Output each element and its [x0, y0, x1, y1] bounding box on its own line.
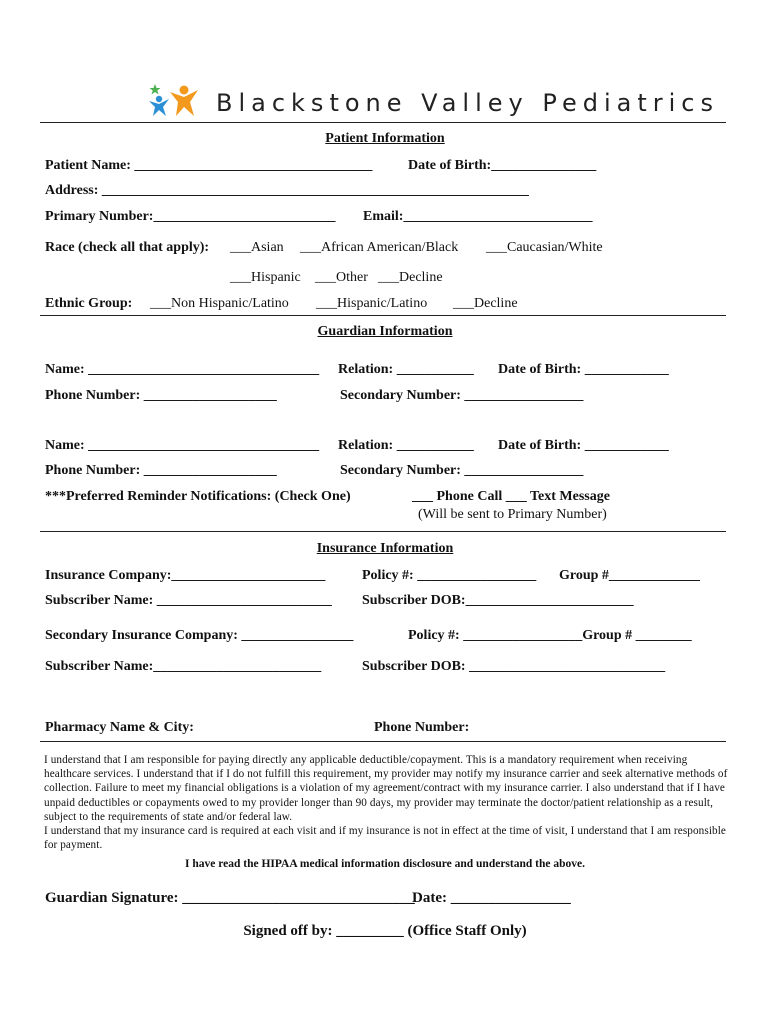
- green-star-icon: [150, 84, 161, 95]
- patient-email-field[interactable]: Email:___________________________: [363, 209, 593, 224]
- pharmacy-divider: [40, 741, 726, 742]
- pharmacy-name-label[interactable]: Pharmacy Name & City:: [45, 720, 194, 735]
- race-option-hispanic[interactable]: ___Hispanic: [230, 270, 301, 285]
- guardian1-dob-field[interactable]: Date of Birth: ____________: [498, 362, 669, 377]
- guardian2-phone-field[interactable]: Phone Number: ___________________: [45, 463, 277, 478]
- guardian1-phone-field[interactable]: Phone Number: ___________________: [45, 388, 277, 403]
- guardian-divider: [40, 531, 726, 532]
- guardian-signature-field[interactable]: Guardian Signature: _______________________________: [45, 890, 415, 906]
- subscriber-dob-field[interactable]: Subscriber DOB:________________________: [362, 593, 634, 608]
- hipaa-statement: I have read the HIPAA medical information disclosure and understand the above.: [185, 858, 585, 870]
- race-option-caucasian[interactable]: ___Caucasian/White: [486, 240, 603, 255]
- patient-name-field[interactable]: Patient Name: __________________________________: [45, 158, 373, 173]
- guardian1-relation-field[interactable]: Relation: ___________: [338, 362, 474, 377]
- signed-off-by-field[interactable]: Signed off by: _________ (Office Staff Only): [243, 923, 527, 939]
- insurance-section-title: Insurance Information: [316, 541, 454, 556]
- reminder-options[interactable]: ___ Phone Call ___ Text Message: [412, 489, 610, 504]
- pharmacy-phone-label[interactable]: Phone Number:: [374, 720, 470, 735]
- guardian2-relation-field[interactable]: Relation: ___________: [338, 438, 474, 453]
- race-label: Race (check all that apply):: [45, 240, 210, 255]
- patient-divider: [40, 315, 726, 316]
- ethnic-option-hispanic[interactable]: ___Hispanic/Latino: [316, 296, 428, 311]
- guardian2-dob-field[interactable]: Date of Birth: ____________: [498, 438, 669, 453]
- race-option-asian[interactable]: ___Asian: [230, 240, 284, 255]
- insurance-company-field[interactable]: Insurance Company:______________________: [45, 568, 326, 583]
- patient-section-title: Patient Information: [325, 131, 445, 146]
- logo-text: Blackstone Valley Pediatrics: [216, 89, 719, 117]
- patient-dob-field[interactable]: Date of Birth:_______________: [408, 158, 597, 173]
- reminder-label: ***Preferred Reminder Notifications: (Check One): [45, 489, 351, 504]
- blue-figure-head: [156, 96, 162, 102]
- patient-address-field[interactable]: Address: _____________________________________________________________: [45, 183, 529, 198]
- logo-figures-icon: [146, 82, 216, 118]
- logo: [146, 82, 216, 118]
- ethnic-option-decline[interactable]: ___Decline: [453, 296, 518, 311]
- patient-primary-number-field[interactable]: Primary Number:__________________________: [45, 209, 336, 224]
- header-divider: [40, 122, 726, 123]
- financial-responsibility-text: I understand that I am responsible for paying directly any applicable deductible/copayment. This is a mandatory requirement when receiving healthcare services. I understand that if I do not fulfill this requirement, my provider may notify my insurance carrier and seek alternative methods of collection. Failure to meet my financial obligations is a violation of my agreement/contract with my insurance carrier. I also understand that if I have unpaid deductibles or copayments owed to my provider longer than 90 days, my provider may terminate the doctor/patient relationship as a result, subject to the requirements of state and/or federal law.: [44, 754, 728, 823]
- subscriber-name-field[interactable]: Subscriber Name: _________________________: [45, 593, 332, 608]
- secondary-subscriber-name-field[interactable]: Subscriber Name:________________________: [45, 659, 322, 674]
- orange-figure-head: [180, 86, 189, 95]
- financial-responsibility-paragraph: [44, 753, 728, 852]
- race-option-african-american[interactable]: ___African American/Black: [300, 240, 459, 255]
- ethnic-group-label: Ethnic Group:: [45, 296, 133, 311]
- signature-date-field[interactable]: Date: ________________: [412, 890, 571, 906]
- reminder-note: (Will be sent to Primary Number): [418, 507, 607, 522]
- guardian1-secondary-field[interactable]: Secondary Number: _________________: [340, 388, 584, 403]
- secondary-policy-group-field[interactable]: Policy #: _________________Group # ________: [408, 628, 692, 643]
- guardian-section-title: Guardian Information: [317, 324, 453, 339]
- guardian2-secondary-field[interactable]: Secondary Number: _________________: [340, 463, 584, 478]
- insurance-card-text: I understand that my insurance card is required at each visit and if my insurance is not in effect at the time of visit, I understand that I am responsible for payment.: [44, 825, 726, 852]
- insurance-policy-field[interactable]: Policy #: _________________: [362, 568, 537, 583]
- guardian2-name-field[interactable]: Name: _________________________________: [45, 438, 320, 453]
- secondary-subscriber-dob-field[interactable]: Subscriber DOB: ____________________________: [362, 659, 666, 674]
- guardian1-name-field[interactable]: Name: _________________________________: [45, 362, 320, 377]
- secondary-insurance-company-field[interactable]: Secondary Insurance Company: ________________: [45, 628, 354, 643]
- ethnic-option-non-hispanic[interactable]: ___Non Hispanic/Latino: [150, 296, 289, 311]
- insurance-group-field[interactable]: Group #_____________: [559, 568, 700, 583]
- race-option-decline[interactable]: ___Decline: [378, 270, 443, 285]
- race-option-other[interactable]: ___Other: [315, 270, 368, 285]
